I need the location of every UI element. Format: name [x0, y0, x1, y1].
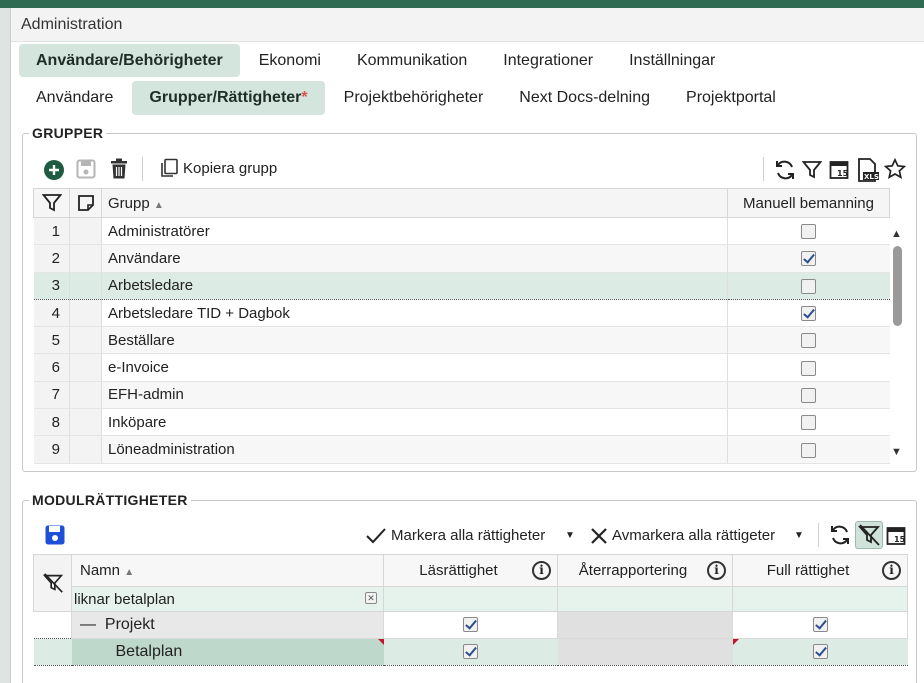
- row-note-cell: [70, 436, 102, 463]
- group-name[interactable]: EFH-admin: [102, 381, 728, 408]
- manual-staffing-checkbox[interactable]: [801, 443, 816, 458]
- svg-text:15: 15: [837, 169, 849, 178]
- manual-staffing-checkbox[interactable]: [801, 279, 816, 294]
- tab-installningar[interactable]: Inställningar: [629, 52, 716, 69]
- full-permission-cell: [733, 612, 908, 639]
- groups-table-header: [34, 189, 890, 218]
- module-name-column-header[interactable]: [72, 555, 384, 587]
- manual-staffing-cell: [728, 299, 890, 326]
- row-filter-header[interactable]: [34, 189, 70, 218]
- permissions-table-header: [34, 555, 908, 587]
- read-permission-column-label: Läsrättighet: [419, 562, 498, 579]
- row-number: 6: [34, 354, 70, 381]
- refresh-permissions-icon[interactable]: [829, 524, 851, 550]
- note-icon: [77, 194, 95, 212]
- sort-asc-icon: ▲: [124, 567, 135, 578]
- full-permission-checkbox[interactable]: [813, 617, 828, 632]
- module-name-cell[interactable]: [72, 612, 384, 639]
- module-name: Betalplan: [115, 643, 183, 660]
- main-tabs: [19, 44, 734, 77]
- manual-staffing-checkbox[interactable]: [801, 224, 816, 239]
- row-number: 4: [34, 299, 70, 326]
- row-note-cell: [70, 299, 102, 326]
- background-window-edge: [0, 8, 10, 683]
- manual-staffing-cell: [728, 381, 890, 408]
- report-back-column-header[interactable]: [558, 555, 733, 587]
- module-name-filter-input[interactable]: liknar betalplan: [74, 590, 175, 608]
- scroll-down-icon[interactable]: ▼: [891, 446, 902, 458]
- calendar-export-permissions-icon[interactable]: [886, 525, 908, 551]
- full-permission-column-label: Full rättighet: [766, 562, 850, 579]
- top-accent-strip: [0, 0, 924, 8]
- delete-group-icon[interactable]: [109, 158, 129, 184]
- module-name: Projekt: [104, 616, 155, 633]
- svg-text:XLS: XLS: [864, 173, 879, 181]
- calendar-export-icon[interactable]: [829, 159, 851, 185]
- groups-panel-title: GRUPPER: [29, 125, 106, 141]
- group-name[interactable]: Administratörer: [102, 218, 728, 245]
- window-title: Administration: [11, 8, 924, 42]
- unsaved-marker: *: [301, 89, 308, 106]
- row-note-cell: [70, 327, 102, 354]
- manual-staffing-checkbox[interactable]: [801, 415, 816, 430]
- row-note-cell: [70, 381, 102, 408]
- tab-projektportal[interactable]: Projektportal: [686, 89, 776, 106]
- manual-staffing-cell: [728, 436, 890, 463]
- full-permission-checkbox[interactable]: [813, 644, 828, 659]
- row-number: 3: [34, 272, 70, 299]
- copy-group-icon[interactable]: [159, 158, 179, 182]
- row-note-cell: [70, 409, 102, 436]
- groups-table: [33, 188, 890, 464]
- module-name-column-label: Namn: [80, 562, 121, 579]
- permissions-table: [33, 554, 908, 666]
- excel-export-icon[interactable]: [857, 158, 879, 186]
- tab-projektbehorigheter[interactable]: Projektbehörigheter: [343, 89, 484, 106]
- groups-scrollbar[interactable]: [887, 218, 906, 466]
- row-note-cell: [70, 272, 102, 299]
- group-name[interactable]: Löneadministration: [102, 436, 728, 463]
- manual-staffing-cell: [728, 272, 890, 299]
- table-row[interactable]: [34, 409, 890, 436]
- row-number: 8: [34, 409, 70, 436]
- row-number: 7: [34, 381, 70, 408]
- manual-staffing-checkbox[interactable]: [801, 306, 816, 321]
- group-name[interactable]: Arbetsledare TID + Dagbok: [102, 299, 728, 326]
- manual-staffing-checkbox[interactable]: [801, 251, 816, 266]
- read-permission-cell: [384, 612, 558, 639]
- manual-staffing-cell: [728, 218, 890, 245]
- report-filter-cell[interactable]: [558, 587, 733, 612]
- manual-staffing-column-header[interactable]: Manuell bemanning: [728, 189, 890, 218]
- modules-panel-title: MODULRÄTTIGHETER: [29, 492, 191, 508]
- collapse-toggle[interactable]: —: [80, 616, 96, 633]
- row-gutter: [34, 612, 72, 639]
- tab-anvandare-behorigheter[interactable]: Användare/Behörigheter: [19, 44, 240, 77]
- table-row[interactable]: [34, 381, 890, 408]
- modified-marker-icon: [378, 639, 384, 645]
- read-permission-checkbox[interactable]: [463, 644, 478, 659]
- mark-all-dropdown-icon[interactable]: ▼: [565, 530, 575, 541]
- scrollbar-thumb[interactable]: [893, 246, 902, 326]
- row-number: 1: [34, 218, 70, 245]
- sort-asc-icon: ▲: [153, 199, 164, 211]
- row-note-cell: [70, 245, 102, 272]
- manual-staffing-checkbox[interactable]: [801, 361, 816, 376]
- table-row-selected[interactable]: [34, 272, 890, 299]
- modified-marker-icon: [733, 639, 739, 645]
- module-name-filter-cell: [72, 587, 384, 612]
- refresh-icon[interactable]: [774, 159, 796, 185]
- table-row[interactable]: [34, 354, 890, 381]
- row-number: 2: [34, 245, 70, 272]
- read-filter-cell[interactable]: [384, 587, 558, 612]
- manual-staffing-cell: [728, 354, 890, 381]
- table-row[interactable]: [34, 327, 890, 354]
- manual-staffing-checkbox[interactable]: [801, 388, 816, 403]
- cross-icon: [589, 526, 609, 550]
- row-gutter: [34, 639, 72, 666]
- group-name[interactable]: Användare: [102, 245, 728, 272]
- toolbar-divider: [818, 523, 819, 547]
- filter-row: [34, 587, 908, 612]
- tab-ekonomi[interactable]: Ekonomi: [258, 52, 321, 69]
- note-column-header: [70, 189, 102, 218]
- row-number: 9: [34, 436, 70, 463]
- filter-icon[interactable]: [802, 160, 822, 184]
- table-row[interactable]: [34, 245, 890, 272]
- tab-integrationer[interactable]: Integrationer: [503, 52, 594, 69]
- table-row[interactable]: [34, 299, 890, 326]
- group-name[interactable]: Arbetsledare: [102, 272, 728, 299]
- full-filter-cell[interactable]: [733, 587, 908, 612]
- unmark-all-dropdown-icon[interactable]: ▼: [794, 530, 804, 541]
- read-permission-column-header[interactable]: [384, 555, 558, 587]
- table-row[interactable]: [34, 436, 890, 463]
- scroll-up-icon[interactable]: ▲: [891, 228, 902, 240]
- toolbar-divider: [142, 157, 143, 181]
- manual-staffing-cell: [728, 245, 890, 272]
- full-permission-cell: [733, 639, 908, 666]
- mark-all-permissions-button[interactable]: Markera alla rättigheter: [391, 527, 546, 544]
- report-back-column-label: Återrapportering: [578, 562, 688, 579]
- favorite-star-icon[interactable]: [884, 158, 906, 184]
- svg-text:15: 15: [894, 535, 906, 544]
- tab-grupper-rattigheter[interactable]: [132, 81, 324, 115]
- sub-tabs: [19, 81, 795, 115]
- info-icon[interactable]: i: [882, 561, 901, 580]
- group-name-column-header[interactable]: [102, 189, 728, 218]
- table-row[interactable]: [34, 218, 890, 245]
- tab-grupper-rattigheter-label: Grupper/Rättigheter: [149, 89, 302, 106]
- save-permissions-icon[interactable]: [44, 524, 66, 550]
- row-note-cell: [70, 354, 102, 381]
- row-number: 5: [34, 327, 70, 354]
- row-note-cell: [70, 218, 102, 245]
- info-icon[interactable]: i: [707, 561, 726, 580]
- module-name-cell[interactable]: [72, 639, 384, 666]
- copy-group-button[interactable]: Kopiera grupp: [183, 160, 278, 177]
- full-permission-column-header[interactable]: [733, 555, 908, 587]
- manual-staffing-checkbox[interactable]: [801, 333, 816, 348]
- group-name-column-label: Grupp: [108, 194, 150, 212]
- clear-filter-header[interactable]: [34, 555, 72, 612]
- info-icon[interactable]: i: [532, 561, 551, 580]
- clear-filter-value-icon[interactable]: ✕: [365, 592, 377, 604]
- report-back-cell: [558, 639, 733, 666]
- tab-anvandare[interactable]: Användare: [36, 89, 114, 106]
- tab-kommunikation[interactable]: Kommunikation: [356, 52, 468, 69]
- report-back-cell: [558, 612, 733, 639]
- group-name[interactable]: Inköpare: [102, 409, 728, 436]
- group-name[interactable]: Beställare: [102, 327, 728, 354]
- read-permission-checkbox[interactable]: [463, 617, 478, 632]
- toolbar-divider: [763, 157, 764, 181]
- table-row-selected[interactable]: [34, 639, 908, 666]
- save-group-icon[interactable]: [76, 159, 96, 183]
- filter-column-icon: [42, 193, 62, 213]
- checkmark-icon: [365, 526, 387, 550]
- unmark-all-permissions-button[interactable]: Avmarkera alla rättigeter: [612, 527, 776, 544]
- manual-staffing-cell: [728, 409, 890, 436]
- clear-filter-toggle-icon[interactable]: [855, 521, 883, 549]
- clear-filter-icon: [41, 571, 65, 595]
- table-row[interactable]: [34, 612, 908, 639]
- manual-staffing-cell: [728, 327, 890, 354]
- add-group-icon[interactable]: [44, 160, 64, 180]
- tab-next-docs-delning[interactable]: Next Docs-delning: [519, 89, 651, 106]
- group-name[interactable]: e-Invoice: [102, 354, 728, 381]
- read-permission-cell: [384, 639, 558, 666]
